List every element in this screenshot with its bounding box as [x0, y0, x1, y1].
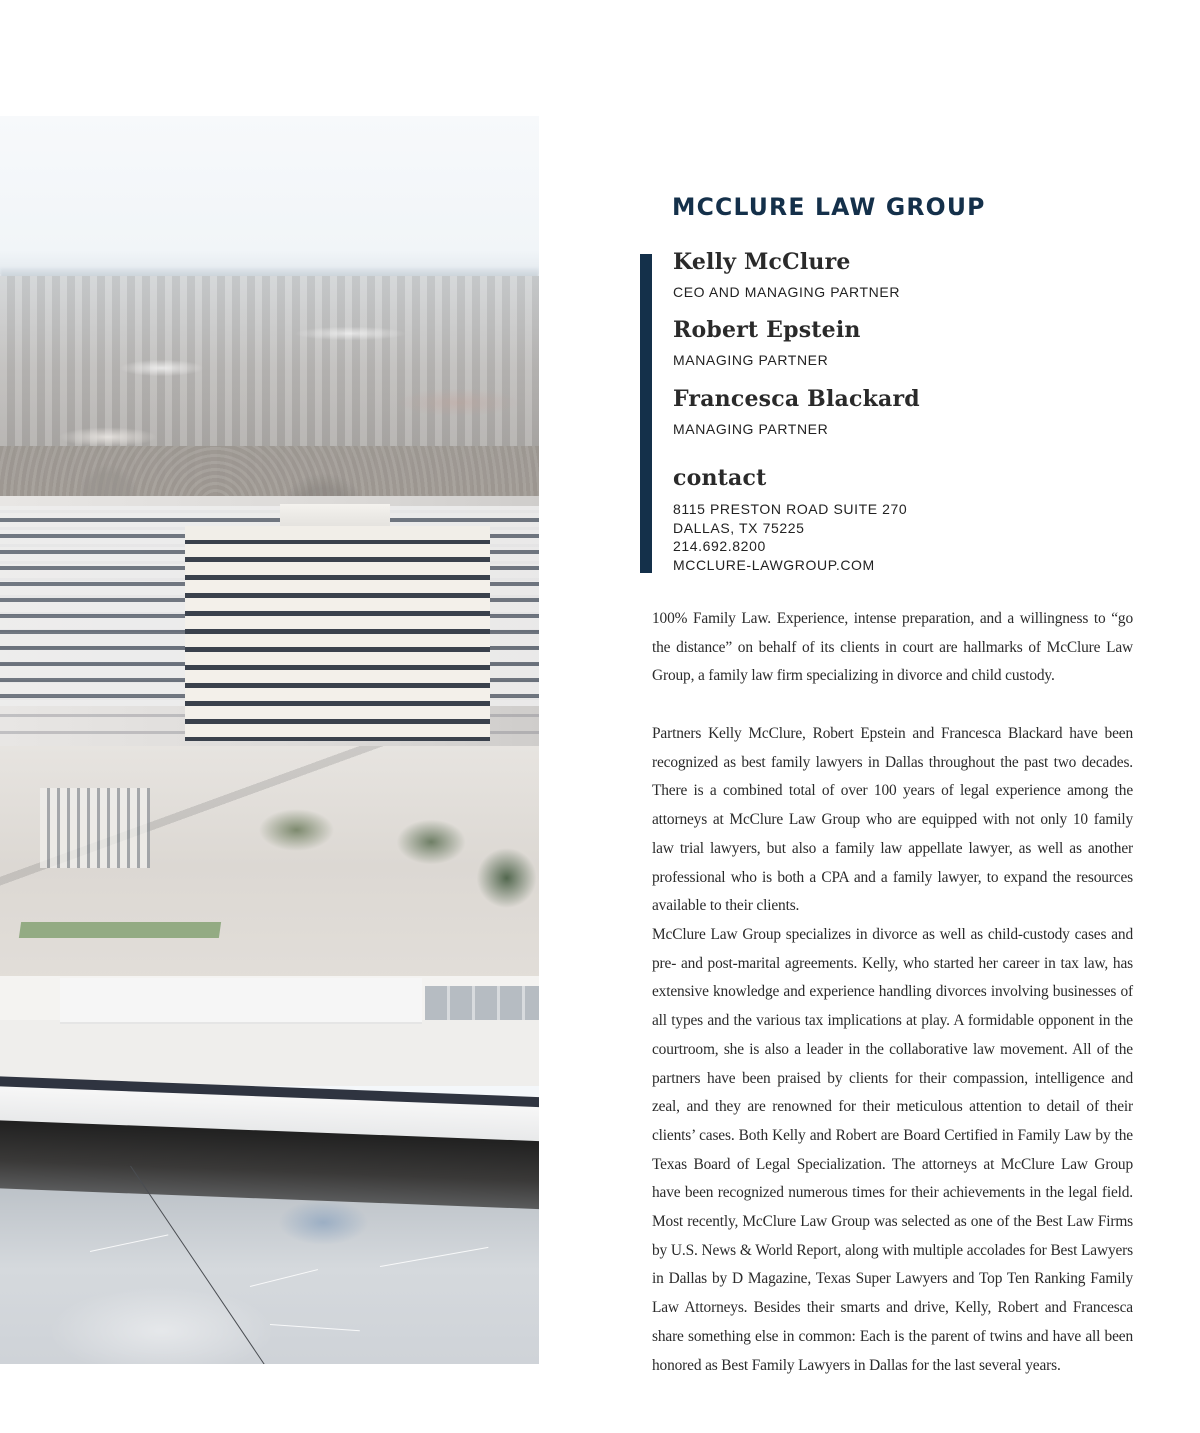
- body-paragraph-specialties: McClure Law Group specializes in divorce as well as child-custody cases and pre- and post-marital agreements. Kelly, who started her career in tax law, has extensive knowledge and experience handling divorces involving businesses of all types and the various tax implications at play. A formidable opponent in the courtroom, she is also a leader in the collaborative law movement. All of the partners have been praised by clients for their compassion, intelligence and zeal, and they are renowned for their meticulous attention to detail of their clients’ cases. Both Kelly and Robert are Board Certified in Family Law by the Texas Board of Legal Specialization. The attorneys at McClure Law Group have been recognized numerous times for their achievements in the legal field. Most recently, McClure Law Group was selected as one of the Best Law Firms by U.S. News & World Report, along with multiple accolades for Best Lawyers in Dallas by D Magazine, Texas Super Lawyers and Top Ten Ranking Family Law Attorneys. Besides their smarts and drive, Kelly, Robert and Francesca share something else in common: Each is the parent of twins and have all been honored as Best Family Lawyers in Dallas for the last several years.: [652, 926, 1133, 1374]
- photo-roof-box: [60, 978, 422, 1022]
- body-paragraph-partners: Partners Kelly McClure, Robert Epstein and Francesca Blackard have been recognized as best family lawyers in Dallas throughout the past two decades. There is a combined total of over 100 years of legal experience among the attorneys at McClure Law Group who are equipped with not only 10 family law trial lawyers, but also a family law appellate lawyer, as well as another professional who is both a CPA and a family lawyer, to expand the resources available to their clients.: [652, 725, 1133, 915]
- photo-office-tower: [185, 526, 490, 741]
- partner-title-francesca-blackard: MANAGING PARTNER: [673, 421, 829, 437]
- partner-name-francesca-blackard: Francesca Blackard: [673, 386, 920, 412]
- photo-sky: [0, 116, 539, 274]
- contact-address-line1: 8115 PRESTON ROAD SUITE 270: [673, 501, 908, 517]
- partner-title-robert-epstein: MANAGING PARTNER: [673, 352, 829, 368]
- photo-glass-roof: [425, 986, 539, 1020]
- partner-name-robert-epstein: Robert Epstein: [673, 317, 861, 343]
- photo-low-building: [40, 788, 150, 868]
- contact-heading: contact: [673, 465, 767, 491]
- cityscape-photo: [0, 116, 539, 1364]
- contact-address-line2: DALLAS, TX 75225: [673, 520, 805, 536]
- photo-lawn: [19, 922, 221, 938]
- body-paragraph-intro: 100% Family Law. Experience, intense preparation, and a willingness to “go the distance” on behalf of its clients in court are hallmarks of McClure Law Group, a family law firm specializing in divorce and child custody.: [652, 610, 1133, 685]
- contact-website[interactable]: MCCLURE-LAWGROUP.COM: [673, 557, 875, 573]
- accent-bar: [640, 254, 652, 573]
- contact-phone: 214.692.8200: [673, 538, 766, 554]
- partner-name-kelly-mcclure: Kelly McClure: [673, 249, 851, 275]
- partner-title-kelly-mcclure: CEO AND MANAGING PARTNER: [673, 284, 901, 300]
- firm-name-heading: MCCLURE LAW GROUP: [672, 193, 986, 221]
